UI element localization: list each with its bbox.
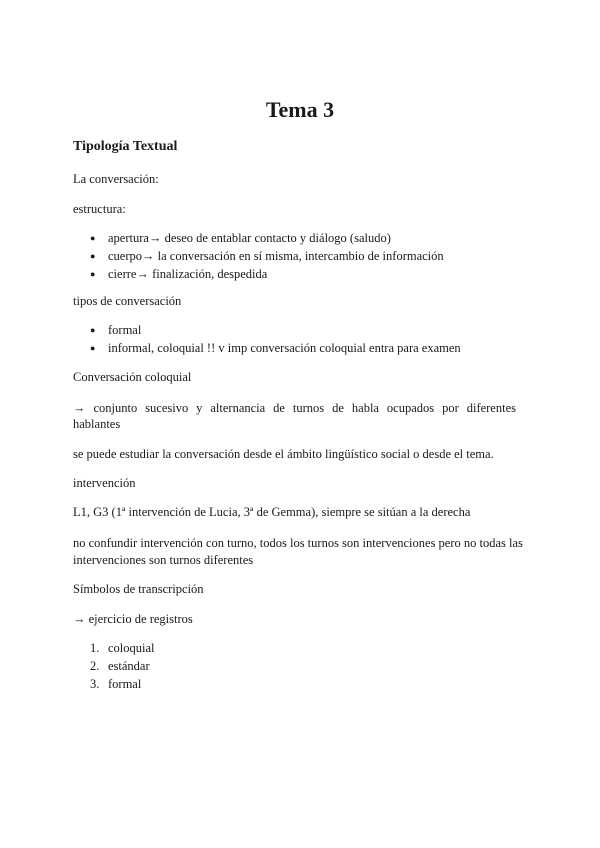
list-item	[90, 639, 155, 657]
paragraph-estudiar: se puede estudiar la conversación desde el ámbito lingüístico social o desde el tema.	[73, 447, 494, 461]
list-item: ● cuerpo→ la conversación en sí misma, intercambio de información	[90, 247, 444, 265]
paragraph-confundir: no confundir intervención con turno, todos los turnos son intervenciones pero no todas las intervenciones son turnos diferentes	[73, 536, 523, 567]
paragraph-conversacion-coloquial: Conversación coloquial	[73, 370, 192, 384]
list-number: 1.	[90, 641, 100, 655]
list-item: ● cierre→ finalización, despedida	[90, 265, 444, 283]
paragraph-conjunto-line2: hablantes	[73, 417, 121, 431]
list-item: ● informal, coloquial !! v imp conversación coloquial entra para examen	[90, 339, 461, 357]
page-title: Tema 3	[265, 97, 335, 122]
paragraph-conjunto-line1: → conjunto sucesivo y alternancia de turnos de habla ocupados por diferentes	[73, 401, 516, 415]
estructura-list	[90, 229, 444, 283]
section-heading: Tipología Textual	[73, 139, 178, 154]
list-item	[90, 657, 155, 675]
paragraph-tipos: tipos de conversación	[73, 294, 182, 308]
paragraph-simbolos: Símbolos de transcripción	[73, 582, 204, 596]
paragraph-ejercicio: → ejercicio de registros	[73, 612, 193, 626]
paragraph-intervencion: intervención	[73, 476, 136, 490]
list-item	[90, 675, 155, 693]
paragraph-l1-g3: L1, G3 (1ª intervención de Lucia, 3ª de Gemma), siempre se sitúan a la derecha	[73, 505, 471, 519]
list-number: 2.	[90, 659, 100, 673]
paragraph-estructura: estructura:	[73, 202, 126, 216]
list-item-label: formal	[108, 677, 142, 691]
list-item-label: coloquial	[108, 641, 155, 655]
list-item: ● formal	[90, 321, 461, 339]
list-item-label: estándar	[108, 659, 150, 673]
paragraph-conversacion: La conversación:	[73, 172, 159, 186]
list-item: ● apertura→ deseo de entablar contacto y diálogo (saludo)	[90, 229, 444, 247]
list-number: 3.	[90, 677, 100, 691]
tipos-list	[90, 321, 461, 357]
registros-list	[90, 639, 155, 693]
